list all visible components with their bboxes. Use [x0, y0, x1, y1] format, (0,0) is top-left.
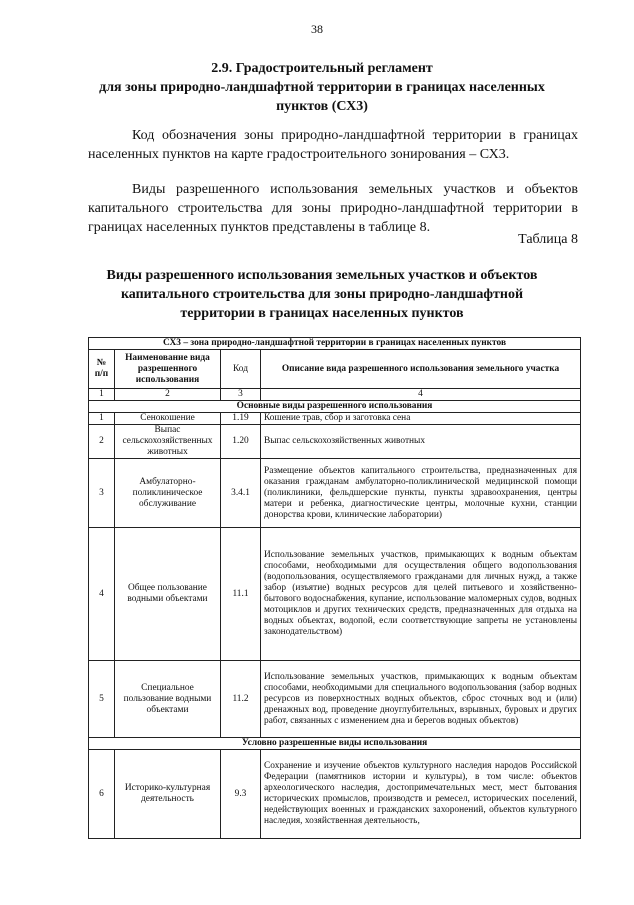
row-name: Амбулаторно-поликлиническое обслуживание — [115, 459, 221, 528]
column-number: 4 — [261, 389, 581, 401]
row-code: 11.2 — [221, 661, 261, 738]
row-name: Выпас сельскохозяйственных животных — [115, 425, 221, 459]
table-title-line: территории в границах населенных пунктов — [180, 306, 464, 321]
column-number: 1 — [89, 389, 115, 401]
table-row — [89, 661, 581, 738]
column-number-row — [89, 389, 581, 401]
row-desc: Использование земельных участков, примыкающих к водным объектам способами, необходимыми для осуществления общего водопользования (водопользования, осуществляемого гражданами для личных нужд, а также забор (изъятие) водных ресурсов для целей питьевого и хозяйственно-бытового водоснабжения, купание, использование маломерных судов, водных мотоциклов и других технических средств, предназначенных для отдыха на водных объектах, водопой, если соответствующие запреты не установлены законодательством) — [261, 528, 581, 661]
page-number: 38 — [311, 22, 323, 36]
permitted-uses-table — [88, 337, 581, 839]
paragraph-text: Код обозначения зоны природно-ландшафтной территории в границах населенных пунктов на карте градостроительного зонирования – СХ3. — [88, 128, 578, 162]
row-num: 4 — [89, 528, 115, 661]
row-code: 11.1 — [221, 528, 261, 661]
row-desc: Использование земельных участков, примыкающих к водным объектам способами, необходимыми для специального водопользования (забор водных ресурсов из поверхностных водных объектов, сброс сточных вод и (или) дренажных вод, проведение дноуглубительных, взрывных, буровых и других работ, связанных с изменением дна и берегов водных объектов) — [261, 661, 581, 738]
row-desc: Сохранение и изучение объектов культурного наследия народов Российской Федерации (памятников истории и культуры), в том числе: объектов археологического наследия, достопримечательных мест, мест бытования исторических промыслов, производств и ремесел, исторических поселений, недействующих военных и гражданских захоронений, объектов культурного наследия, хозяйственная деятельность, — [261, 750, 581, 839]
column-number: 2 — [115, 389, 221, 401]
header-desc: Описание вида разрешенного использования земельного участка — [261, 350, 581, 389]
paragraph-zone-code — [88, 126, 578, 164]
row-name: Историко-культурная деятельность — [115, 750, 221, 839]
row-name: Сенокошение — [115, 413, 221, 425]
row-desc: Кошение трав, сбор и заготовка сена — [261, 413, 581, 425]
table-row — [89, 413, 581, 425]
header-name: Наименование вида разрешенного использования — [115, 350, 221, 389]
zone-caption: СХ3 – зона природно-ландшафтной территории в границах населенных пунктов — [89, 338, 581, 350]
zone-caption-row — [89, 338, 581, 350]
paragraph-text: Виды разрешенного использования земельных участков и объектов капитального строительства для зоны природно-ландшафтной территории в границах населенных пунктов представлены в таблице 8. — [88, 182, 578, 235]
section-title: Основные виды разрешенного использования — [89, 401, 581, 413]
row-num: 6 — [89, 750, 115, 839]
table-row — [89, 528, 581, 661]
row-desc: Выпас сельскохозяйственных животных — [261, 425, 581, 459]
section-heading — [60, 59, 584, 116]
table-header-row — [89, 350, 581, 389]
table-row — [89, 459, 581, 528]
section-row-conditional — [89, 738, 581, 750]
table-title-line: капитального строительства для зоны природно-ландшафтной — [120, 287, 524, 302]
row-code: 3.4.1 — [221, 459, 261, 528]
section-title: Условно разрешенные виды использования — [89, 738, 581, 750]
header-num: № п/п — [89, 350, 115, 389]
column-number: 3 — [221, 389, 261, 401]
table-row — [89, 425, 581, 459]
table-label: Таблица 8 — [518, 232, 578, 247]
row-desc: Размещение объектов капитального строительства, предназначенных для оказания гражданам амбулаторно-поликлинической медицинской помощи (поликлиники, фельдшерские пункты, пункты здравоохранения, центры матери и ребенка, диагностические центры, молочные кухни, станции донорства крови, клинические лаборатории) — [261, 459, 581, 528]
row-name: Специальное пользование водными объектами — [115, 661, 221, 738]
row-code: 9.3 — [221, 750, 261, 839]
paragraph-permitted-uses — [88, 180, 578, 237]
row-num: 1 — [89, 413, 115, 425]
row-name: Общее пользование водными объектами — [115, 528, 221, 661]
row-num: 5 — [89, 661, 115, 738]
heading-line: 2.9. Градостроительный регламент — [211, 61, 433, 76]
row-code: 1.19 — [221, 413, 261, 425]
section-row-main — [89, 401, 581, 413]
heading-line: пунктов (СХ3) — [276, 99, 368, 114]
table-row — [89, 750, 581, 839]
heading-line: для зоны природно-ландшафтной территории в границах населенных — [99, 80, 545, 95]
table-title — [80, 266, 564, 323]
row-code: 1.20 — [221, 425, 261, 459]
table-title-line: Виды разрешенного использования земельных участков и объектов — [106, 268, 538, 283]
row-num: 3 — [89, 459, 115, 528]
header-code: Код — [221, 350, 261, 389]
row-num: 2 — [89, 425, 115, 459]
